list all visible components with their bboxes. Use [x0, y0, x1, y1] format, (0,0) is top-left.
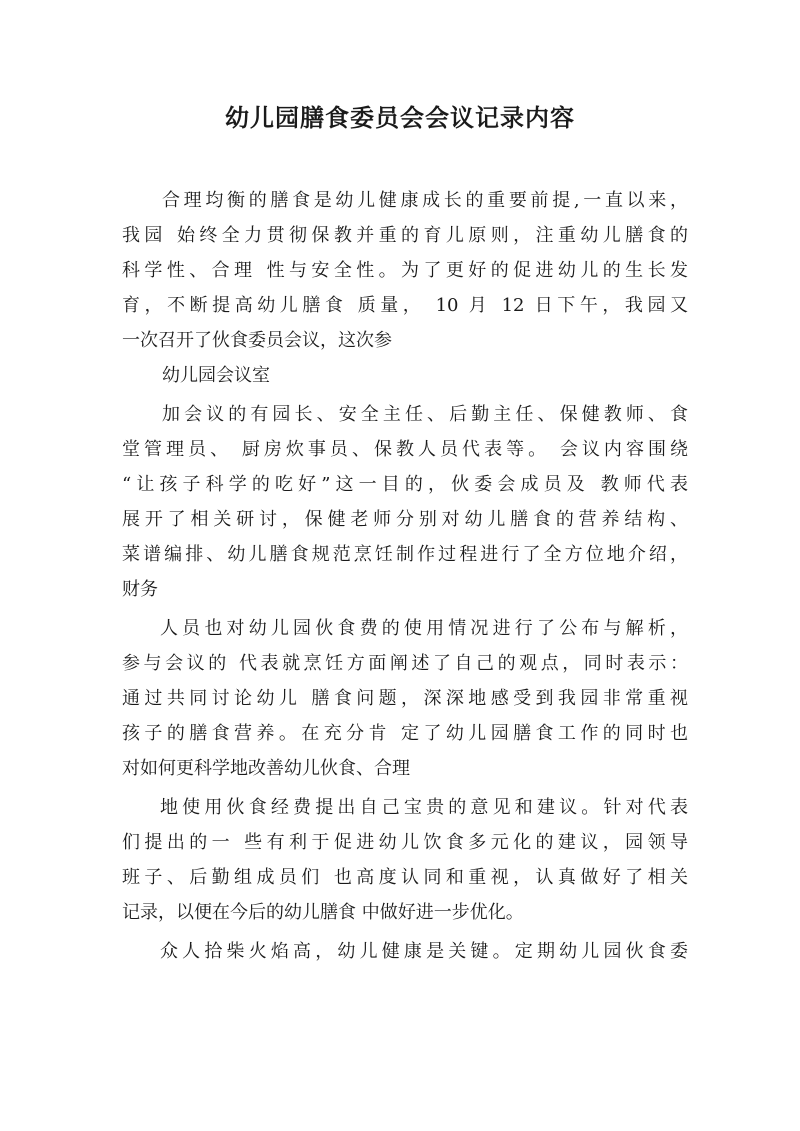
paragraph-2 — [122, 358, 688, 393]
paragraph-3 — [122, 397, 688, 607]
text-line: 育，不断提高幼儿膳食 质量， 10 月 12 日下午，我园又 — [122, 295, 688, 316]
paragraph-6 — [122, 934, 688, 969]
text-line: 孩子的膳食营养。在充分肯 定了幼儿园膳食工作的同时也 — [122, 723, 688, 744]
text-line: 幼儿园会议室 — [162, 365, 270, 386]
text-line: 科学性、合理 性与安全性。为了更好的促进幼儿的生长发 — [122, 260, 688, 281]
text-line: 堂管理员、 厨房炊事员、保教人员代表等。 会议内容围绕 — [122, 439, 688, 460]
text-line: 通过共同讨论幼儿 膳食问题，深深地感受到我园非常重视 — [122, 688, 688, 709]
text-line: 地使用伙食经费提出自己宝贵的意见和建议。针对代表 — [160, 797, 688, 818]
paragraph-5 — [122, 790, 688, 930]
text-line: 我园 始终全力贯彻保教并重的育儿原则，注重幼儿膳食的 — [122, 225, 688, 246]
text-line: 参与会议的 代表就烹饪方面阐述了自己的观点，同时表示： — [122, 653, 688, 674]
text-line: “让孩子科学的吃好”这一目的，伙委会成员及 教师代表 — [122, 474, 688, 495]
document-title: 幼儿园膳食委员会会议记录内容 — [225, 104, 575, 132]
text-line: 一次召开了伙食委员会议，这次参 — [122, 330, 392, 351]
text-line: 记录，以便在今后的幼儿膳食 中做好进一步优化。 — [122, 902, 524, 923]
text-line: 众人拾柴火焰高，幼儿健康是关键。定期幼儿园伙食委 — [160, 941, 688, 962]
paragraph-1 — [122, 183, 688, 358]
text-line: 合理均衡的膳食是幼儿健康成长的重要前提,一直以来， — [162, 190, 688, 211]
text-line: 菜谱编排、幼儿膳食规范烹饪制作过程进行了全方位地介绍， — [122, 544, 688, 565]
text-line: 对如何更科学地改善幼儿伙食、合理 — [122, 758, 410, 779]
text-line: 班子、后勤组成员们 也高度认同和重视，认真做好了相关 — [122, 867, 688, 888]
text-line: 们提出的一 些有利于促进幼儿饮食多元化的建议，园领导 — [122, 832, 688, 853]
document-body — [122, 183, 688, 969]
paragraph-4 — [122, 611, 688, 786]
text-line: 人员也对幼儿园伙食费的使用情况进行了公布与解析， — [160, 618, 688, 639]
text-line: 财务 — [122, 579, 158, 600]
text-line: 展开了相关研讨，保健老师分别对幼儿膳食的营养结构、 — [122, 509, 688, 530]
text-line: 加会议的有园长、安全主任、后勤主任、保健教师、食 — [162, 404, 688, 425]
